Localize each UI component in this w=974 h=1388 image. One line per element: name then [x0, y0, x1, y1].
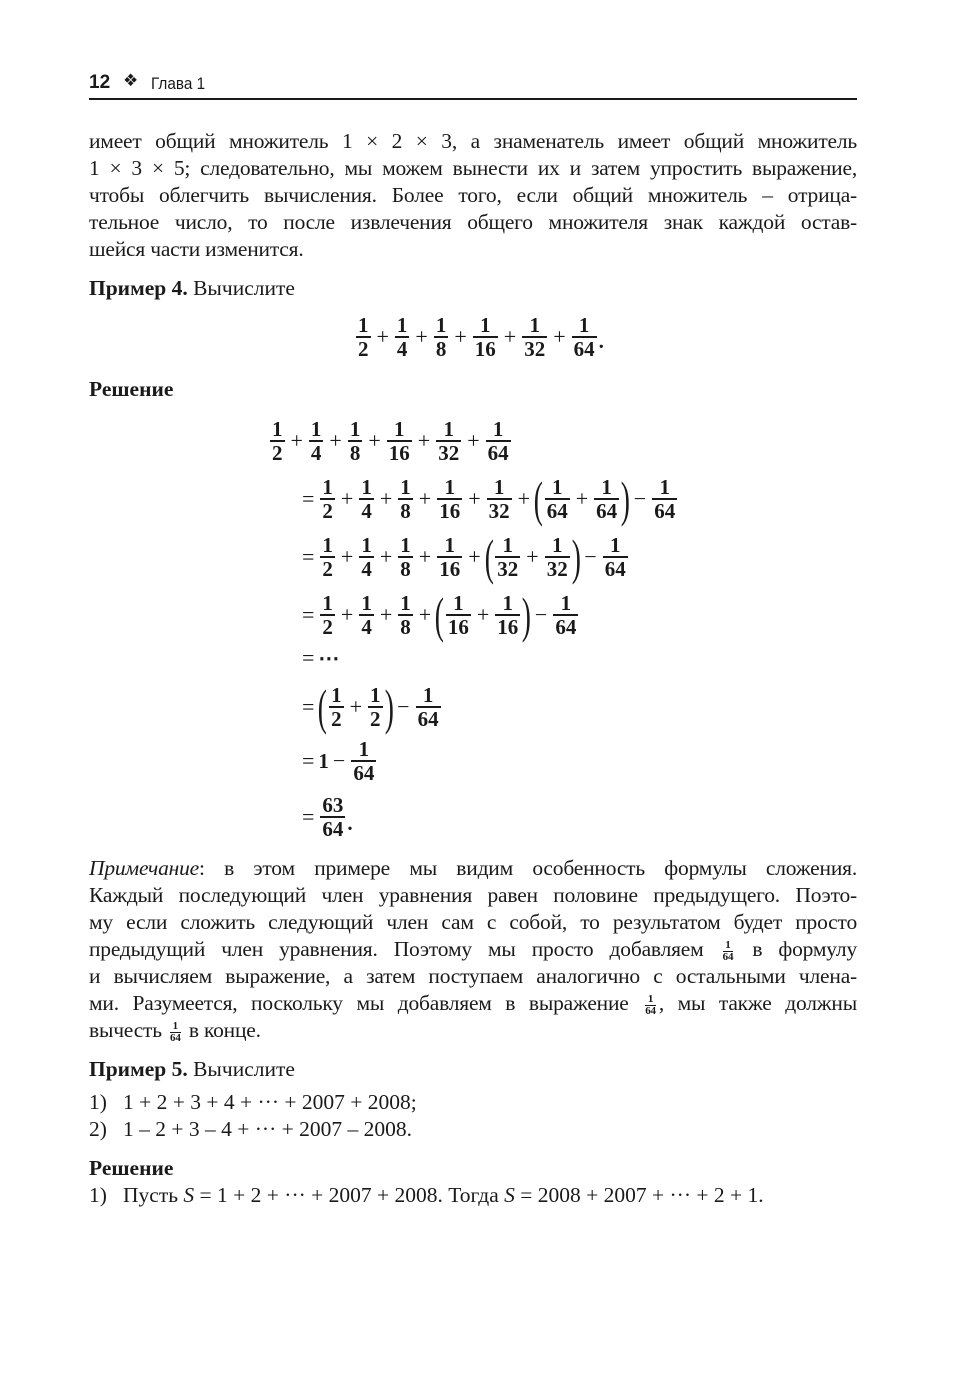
fraction: $\frac{1}{32}$ [524, 313, 546, 361]
solution-line: = 1 − $\frac{1}{64}$ [302, 737, 375, 785]
fraction: $\frac{1}{32}$ [488, 475, 510, 523]
fraction: $\frac{1}{16}$ [447, 591, 469, 639]
fraction: $\frac{1}{16}$ [439, 533, 461, 581]
number: 1 [318, 748, 329, 773]
fraction: $\frac{1}{64}$ [546, 475, 568, 523]
period: . [347, 811, 353, 835]
fraction: $\frac{1}{4}$ [310, 417, 322, 465]
fraction: $\frac{1}{4}$ [361, 475, 372, 523]
fraction: $\frac{1}{8}$ [400, 475, 411, 523]
example-5-heading [89, 1057, 295, 1082]
fraction: $\frac{1}{16}$ [497, 591, 519, 639]
example-4-expression [354, 314, 604, 360]
solution-heading: Решение [89, 377, 174, 401]
task-list-item [89, 1117, 412, 1142]
fraction: $\frac{1}{4}$ [361, 533, 372, 581]
inline-fraction: $\frac{1}{64}$ [170, 1019, 181, 1044]
variable: S [504, 1183, 515, 1207]
example-task: Вычислите [193, 1057, 295, 1081]
fraction: $\frac{1}{64}$ [555, 591, 577, 639]
ellipsis: ⋯ [318, 645, 340, 670]
left-paren: ( [533, 471, 543, 527]
inline-fraction: $\frac{1}{64}$ [722, 938, 734, 963]
note-label: Примечание [89, 856, 199, 880]
diamond-ornament-icon: ❖ [123, 71, 139, 90]
paragraph-line: ми. Разумеется, поскольку мы добавляем в выражение $\frac{1}{64}$ , мы также должны [89, 991, 857, 1017]
item-number: 1) [89, 1090, 107, 1114]
solution-line: = $\frac{63}{64}$ . [302, 793, 353, 841]
solution-line: = $\frac{1}{2}$ + $\frac{1}{4}$ + $\frac{1}{8}$ + $\frac{1}{16}$ + $\frac{1}{32}$ + ( $\frac{1}{64}$ + $\frac{1}{64}$ ) − $\frac{1}{64}$ [302, 471, 676, 527]
task-list-item [89, 1090, 417, 1115]
variable: S [183, 1183, 195, 1207]
left-paren: ( [318, 679, 328, 735]
fraction: $\frac{1}{4}$ [361, 591, 372, 639]
fraction: $\frac{1}{64}$ [654, 475, 676, 523]
solution-line: = ⋯ [302, 645, 340, 670]
solution-heading: Решение [89, 1156, 174, 1180]
plus-sign: + [553, 324, 566, 349]
fraction: $\frac{1}{8}$ [435, 313, 447, 361]
fraction: $\frac{1}{2}$ [322, 533, 333, 581]
solution-line: = ( $\frac{1}{2}$ + $\frac{1}{2}$ ) − $\frac{1}{64}$ [302, 679, 439, 735]
example-task: Вычислите [193, 276, 295, 300]
note-paragraph [89, 855, 857, 1044]
left-paren: ( [484, 529, 494, 585]
item-text: 1 – 2 + 3 – 4 + ··· + 2007 – 2008. [123, 1117, 412, 1141]
paragraph-line: тельное число, то после извлечения общего множителя знак каждой остав- [89, 210, 857, 234]
solution-line: = $\frac{1}{2}$ + $\frac{1}{4}$ + $\frac{1}{8}$ + $\frac{1}{16}$ + ( $\frac{1}{32}$ + $\frac{1}{32}$ ) − $\frac{1}{64}$ [302, 529, 626, 585]
fraction: $\frac{1}{2}$ [272, 417, 283, 465]
paragraph-line: 1 × 3 × 5; следовательно, мы можем вынести их и затем упростить выражение, [89, 156, 857, 180]
paragraph-line: шейся части изменится. [89, 237, 304, 261]
paragraph-line: му если сложить следующий член сам с собой, то результатом будет просто [89, 910, 857, 934]
fraction: $\frac{1}{2}$ [322, 475, 333, 523]
right-paren: ) [384, 679, 394, 735]
fraction: $\frac{1}{64}$ [596, 475, 618, 523]
example-label: Пример 4. [89, 276, 188, 300]
plus-sign: + [376, 324, 389, 349]
fraction: $\frac{1}{8}$ [400, 591, 411, 639]
fraction: $\frac{1}{8}$ [349, 417, 361, 465]
fraction: $\frac{1}{64}$ [487, 417, 509, 465]
fraction: $\frac{1}{2}$ [331, 683, 342, 731]
item-text: 1 + 2 + 3 + 4 + ··· + 2007 + 2008; [123, 1090, 417, 1114]
paragraph-line: имеет общий множитель 1 × 2 × 3, а знаменатель имеет общий множитель [89, 129, 857, 153]
fraction: $\frac{1}{4}$ [396, 313, 408, 361]
paragraph-line: Примечание: в этом примере мы видим особенность формулы сложения. [89, 856, 857, 880]
fraction: $\frac{1}{64}$ [353, 737, 375, 785]
fraction: $\frac{1}{16}$ [388, 417, 410, 465]
right-paren: ) [571, 529, 581, 585]
period: . [598, 329, 604, 353]
paragraph-line: и вычисляем выражение, а затем поступаем аналогично с остальными члена- [89, 964, 857, 988]
solution-line: $\frac{1}{2}$ + $\frac{1}{4}$ + $\frac{1}{8}$ + $\frac{1}{16}$ + $\frac{1}{32}$ + $\frac{1}{64}$ [272, 417, 509, 465]
fraction: $\frac{1}{2}$ [358, 313, 369, 361]
paragraph-line: предыдущий член уравнения. Поэтому мы просто добавляем $\frac{1}{64}$ в формулу [89, 937, 857, 963]
fraction: $\frac{1}{16}$ [474, 313, 496, 361]
solution-line: = $\frac{1}{2}$ + $\frac{1}{4}$ + $\frac{1}{8}$ + ( $\frac{1}{16}$ + $\frac{1}{16}$ ) − $\frac{1}{64}$ [302, 587, 577, 643]
fraction: $\frac{1}{16}$ [439, 475, 461, 523]
paragraph-line: чтобы облегчить вычисления. Более того, если общий множитель – отрица- [89, 183, 857, 207]
item-number: 1) [89, 1183, 107, 1207]
plus-sign: + [503, 324, 517, 349]
fraction: $\frac{1}{32}$ [546, 533, 568, 581]
fraction: $\frac{1}{64}$ [573, 313, 595, 361]
item-number: 2) [89, 1117, 107, 1141]
left-paren: ( [434, 587, 445, 643]
paragraph-line: Каждый последующий член уравнения равен половине предыдущего. Поэто- [89, 883, 857, 907]
fraction: $\frac{1}{2}$ [322, 591, 333, 639]
result-fraction: $\frac{63}{64}$ [322, 793, 344, 841]
fraction: $\frac{1}{2}$ [370, 683, 381, 731]
chapter-title: Глава 1 [151, 74, 206, 93]
inline-fraction: $\frac{1}{64}$ [645, 992, 656, 1017]
fraction: $\frac{1}{8}$ [400, 533, 411, 581]
fraction: $\frac{1}{64}$ [417, 683, 439, 731]
right-paren: ) [620, 471, 631, 527]
page-number: 12 [89, 72, 111, 93]
fraction: $\frac{1}{32}$ [438, 417, 460, 465]
paragraph-line: вычесть $\frac{1}{64}$ в конце. [89, 1018, 261, 1044]
plus-sign: + [454, 324, 467, 349]
example-4-heading [89, 276, 295, 301]
running-header [89, 72, 857, 100]
intro-paragraph [89, 128, 857, 263]
plus-sign: + [415, 324, 428, 349]
example-label: Пример 5. [89, 1057, 188, 1081]
solution-list-item: 1) Пусть S = 1 + 2 + ··· + 2007 + 2008. Тогда S = 2008 + 2007 + ··· + 2 + 1. [89, 1183, 764, 1207]
right-paren: ) [522, 587, 532, 643]
fraction: $\frac{1}{64}$ [604, 533, 626, 581]
fraction: $\frac{1}{32}$ [497, 533, 519, 581]
